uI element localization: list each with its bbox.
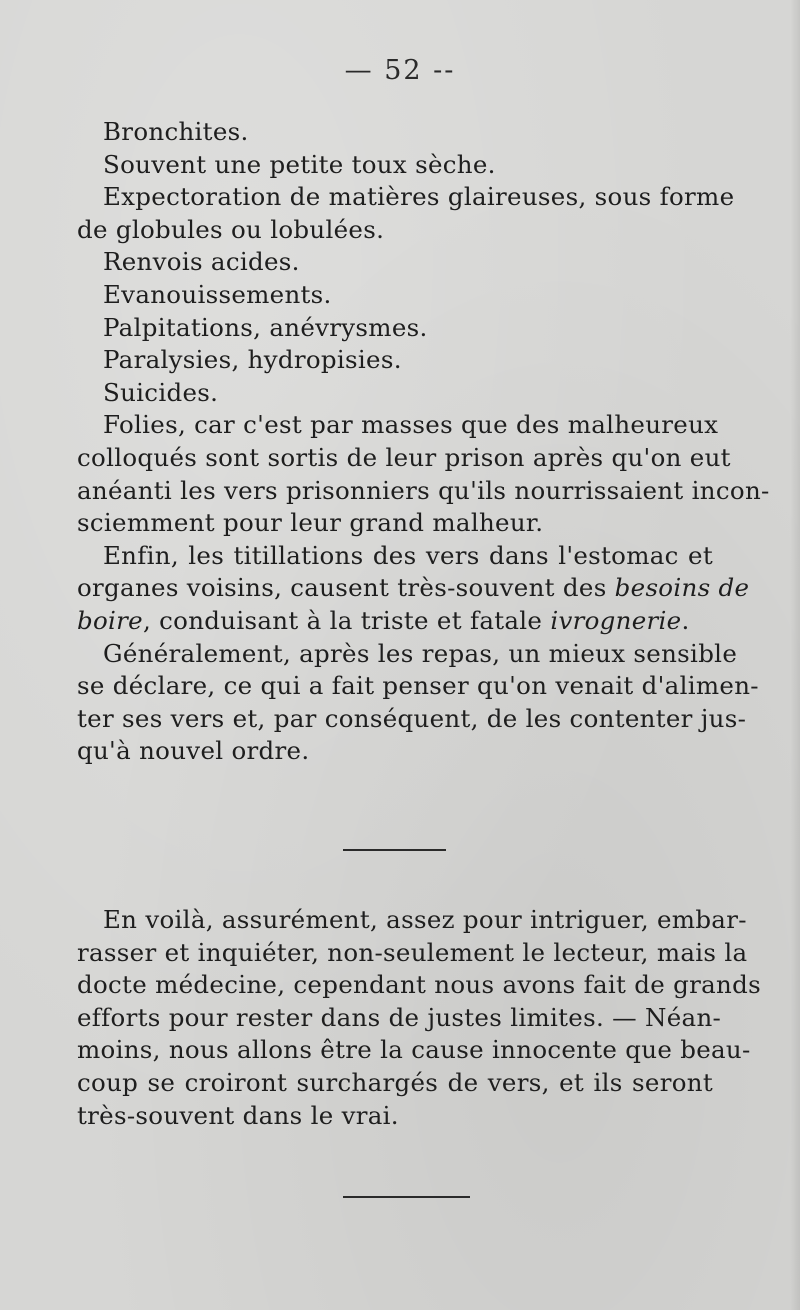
paragraph-line: efforts pour rester dans de justes limites. — Néan- bbox=[77, 1002, 722, 1032]
paragraph-line: moins, nous allons être la cause innocente que beau- bbox=[77, 1035, 751, 1065]
paragraph-line: Enfin, les titillations des vers dans l'estomac et bbox=[103, 540, 713, 570]
paragraph-line: très-souvent dans le vrai. bbox=[77, 1100, 399, 1130]
text-span: . bbox=[681, 605, 690, 635]
section-divider bbox=[343, 849, 446, 851]
symptom-line: Evanouissements. bbox=[103, 279, 332, 309]
italic-phrase: boire bbox=[77, 605, 143, 635]
paragraph-line: sciemment pour leur grand malheur. bbox=[77, 508, 544, 538]
symptom-line: Suicides. bbox=[103, 377, 219, 407]
page-edge-shadow bbox=[790, 0, 800, 1310]
symptom-line: Palpitations, anévrysmes. bbox=[103, 312, 428, 342]
symptom-line: Paralysies, hydropisies. bbox=[103, 345, 402, 375]
end-divider bbox=[343, 1196, 470, 1198]
italic-phrase: ivrognerie bbox=[550, 605, 682, 635]
closing-section bbox=[77, 904, 761, 1132]
paragraph-line: Généralement, après les repas, un mieux sensible bbox=[103, 638, 738, 668]
italic-phrase: besoins de bbox=[614, 573, 750, 603]
symptom-line: Souvent une petite toux sèche. bbox=[103, 149, 496, 179]
paragraph-line: Expectoration de matières glaireuses, sous forme bbox=[103, 182, 735, 212]
paragraph-line: qu'à nouvel ordre. bbox=[77, 736, 310, 766]
paragraph-line: rasser et inquiéter, non-seulement le lecteur, mais la bbox=[77, 937, 748, 967]
paragraph-line: de globules ou lobulées. bbox=[77, 214, 385, 244]
symptom-line: Renvois acides. bbox=[103, 247, 300, 277]
text-span: , conduisant à la triste et fatale bbox=[142, 605, 551, 635]
symptom-section bbox=[77, 116, 770, 768]
paragraph-line: docte médecine, cependant nous avons fait de grands bbox=[77, 970, 761, 1000]
page-number: — 52 -- bbox=[344, 55, 456, 86]
paragraph-line bbox=[77, 605, 713, 638]
paragraph-line: coup se croiront surchargés de vers, et ils seront bbox=[77, 1067, 713, 1097]
paragraph-line: anéanti les vers prisonniers qu'ils nourrissaient incon- bbox=[77, 475, 770, 505]
symptom-line: Bronchites. bbox=[103, 117, 249, 146]
text-span: organes voisins, causent très-souvent des bbox=[77, 573, 615, 603]
paragraph-line: colloqués sont sortis de leur prison après qu'on eut bbox=[77, 442, 731, 472]
paragraph-line: En voilà, assurément, assez pour intriguer, embar- bbox=[103, 905, 747, 934]
paragraph-line: se déclare, ce qui a fait penser qu'on venait d'alimen- bbox=[77, 671, 759, 701]
paragraph-line: Folies, car c'est par masses que des malheureux bbox=[103, 410, 719, 440]
paragraph-line bbox=[77, 572, 750, 605]
paragraph-line: ter ses vers et, par conséquent, de les contenter jus- bbox=[77, 703, 747, 733]
